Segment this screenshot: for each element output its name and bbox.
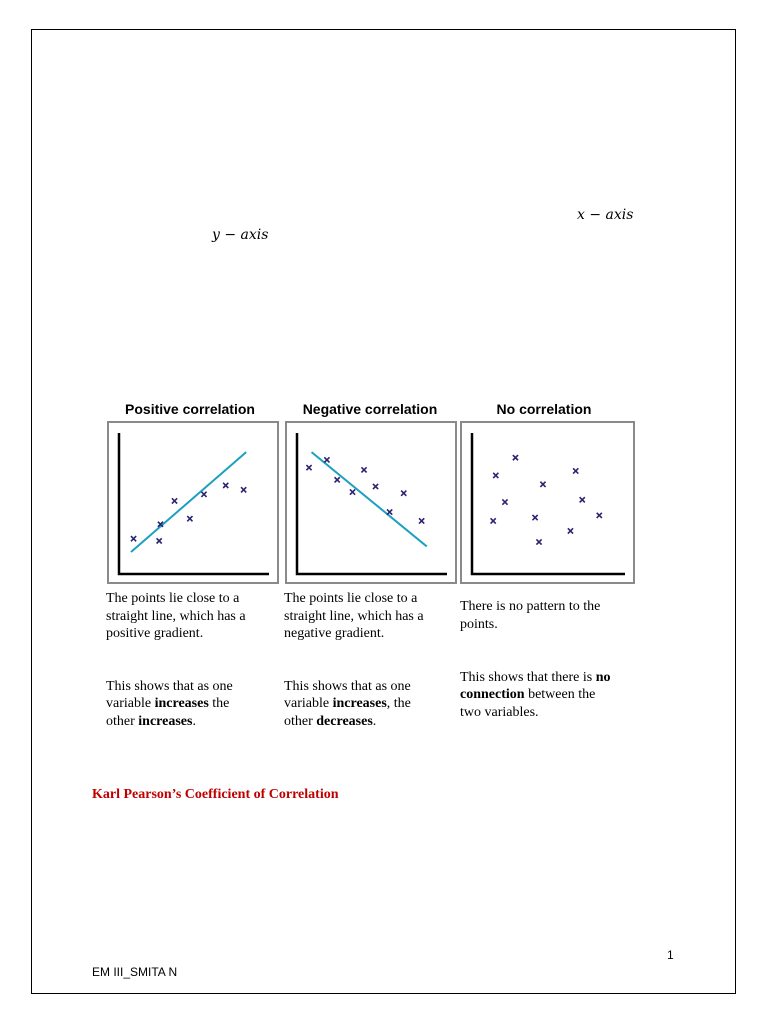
data-point (223, 483, 228, 488)
section-heading: Karl Pearson’s Coefficient of Correlation (92, 787, 339, 802)
scatter-plot-negative (287, 423, 455, 582)
trend-line (131, 452, 246, 552)
data-point (401, 491, 406, 496)
data-point (387, 509, 392, 514)
data-point (201, 492, 206, 497)
data-point (513, 455, 518, 460)
panel-none-conclusion: This shows that there is no connection between the two variables. (460, 669, 611, 720)
data-point (491, 518, 496, 523)
panel-negative-conclusion: This shows that as one variable increases, the other decreases. (284, 678, 411, 729)
panel-positive-conclusion: This shows that as one variable increases the other increases. (106, 678, 233, 729)
y-axis-math-label: y − axis (212, 227, 269, 243)
data-point (540, 482, 545, 487)
panel-title-negative: Negative correlation (302, 401, 438, 417)
data-point (536, 539, 541, 544)
data-point (502, 499, 507, 504)
panel-negative (285, 421, 457, 584)
scatter-plot-none (462, 423, 633, 582)
axes (119, 433, 269, 574)
data-point (187, 516, 192, 521)
axes (472, 433, 625, 574)
panel-positive (107, 421, 279, 584)
panel-none-description: There is no pattern to the points. (460, 599, 601, 632)
panel-none (460, 421, 635, 584)
data-point (131, 536, 136, 541)
data-point (335, 477, 340, 482)
x-axis-math-label: x − axis (577, 207, 634, 223)
data-point (419, 518, 424, 523)
panel-negative-description: The points lie close to a straight line, which has a negative gradient. (284, 591, 424, 641)
panel-positive-description: The points lie close to a straight line, which has a positive gradient. (106, 591, 246, 641)
page-number: 1 (667, 948, 674, 962)
correlation-figure (104, 398, 644, 728)
panel-title-positive: Positive correlation (125, 401, 255, 417)
data-point (573, 468, 578, 473)
data-point (350, 489, 355, 494)
data-point (373, 484, 378, 489)
data-point (157, 538, 162, 543)
scatter-plot-positive (109, 423, 277, 582)
footer-author: EM III_SMITA N (92, 965, 178, 979)
trend-line (312, 452, 427, 546)
panel-title-none: No correlation (496, 401, 592, 417)
data-point (306, 465, 311, 470)
data-point (597, 513, 602, 518)
data-point (493, 473, 498, 478)
data-point (532, 515, 537, 520)
data-point (241, 487, 246, 492)
axes (297, 433, 447, 574)
data-point (324, 457, 329, 462)
data-point (568, 528, 573, 533)
data-point (361, 467, 366, 472)
data-point (580, 497, 585, 502)
data-point (172, 498, 177, 503)
